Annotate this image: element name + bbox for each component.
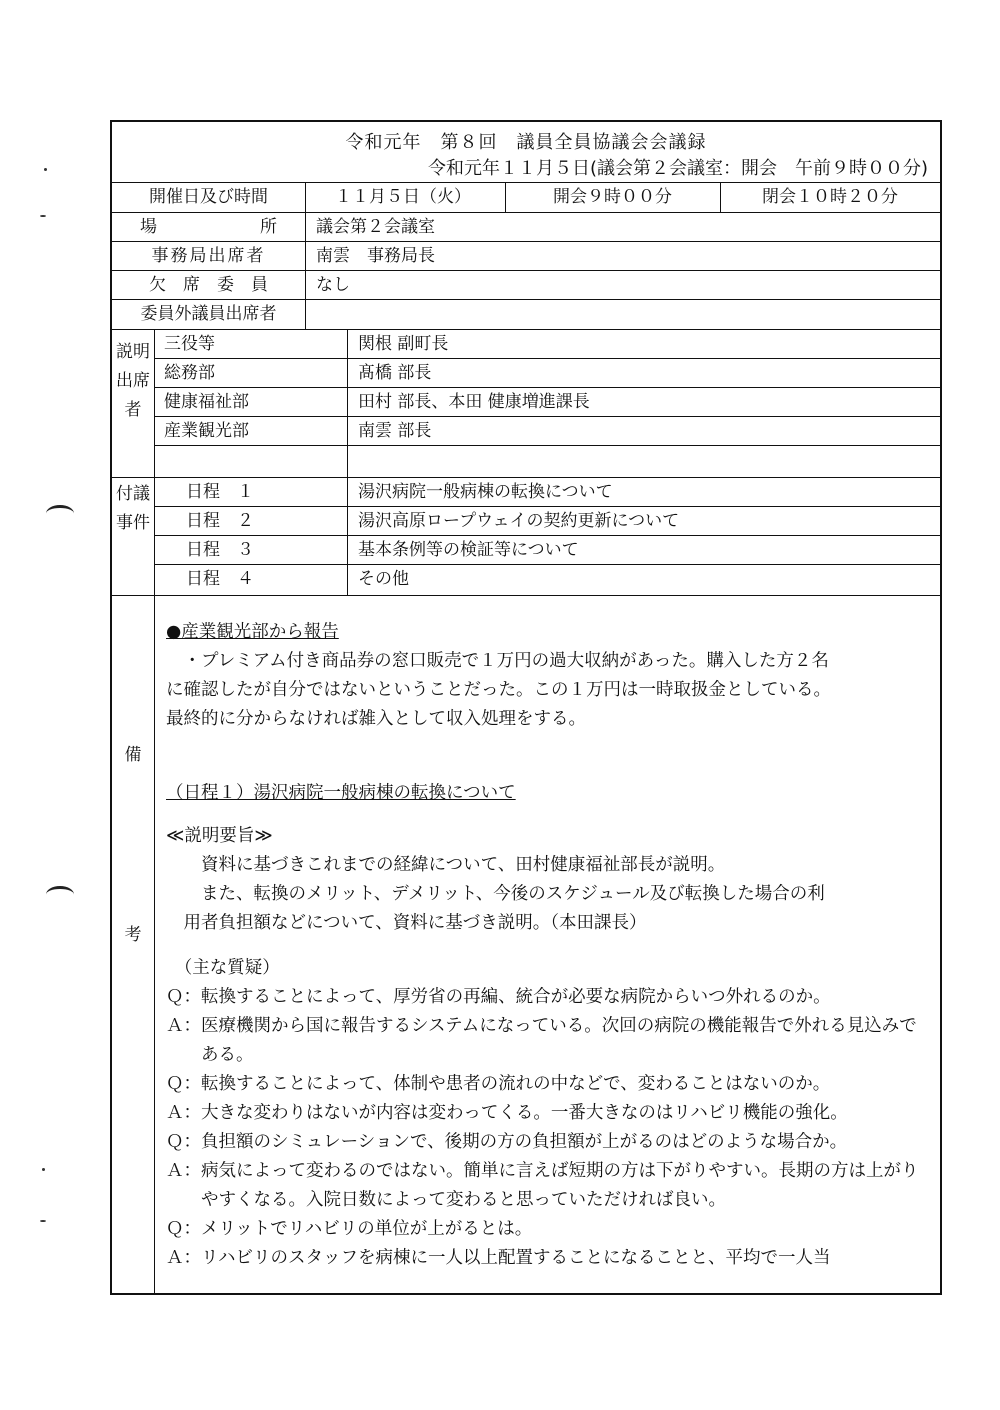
report-line: に確認したが自分ではないということだった。この１万円は一時取扱金としている。 (166, 680, 831, 700)
agenda-label: 付議事件 (116, 484, 150, 533)
place-label-b: 所 (260, 217, 277, 237)
qa-label: （主な質疑） (174, 958, 280, 978)
meeting-date: １１月５日（火） (335, 187, 471, 207)
summary-line: また、転換のメリット、デメリット、今後のスケジュール及び転換した場合の利 (201, 884, 825, 904)
agenda-no: 日程 ３ (186, 540, 254, 560)
agenda-item (154, 507, 940, 536)
qa-line: Ａ：大きな変わりはないが内容は変わってくる。一番大きなのはリハビリ機能の強化。 (166, 1103, 848, 1123)
scan-speck (44, 168, 47, 171)
qa-line: Ｑ：転換することによって、体制や患者の流れの中などで、変わることはないのか。 (166, 1074, 831, 1094)
explainers-label: 説明出席者 (116, 342, 150, 420)
summary-label: ≪説明要旨≫ (166, 826, 273, 846)
summary-line: 用者負担額などについて、資料に基づき説明。（本田課長） (183, 913, 647, 933)
report-line: 最終的に分からなければ雑入として収入処理をする。 (166, 709, 586, 729)
qa-line: Ａ：リハビリのスタッフを病棟に一人以上配置することになることと、平均で一人当 (166, 1248, 831, 1268)
secretariat-row (112, 242, 940, 271)
report-line: ・プレミアム付き商品券の窓口販売で１万円の過大収納があった。購入した方２名 (183, 651, 829, 671)
explainer-row (154, 388, 940, 417)
explainer-row (154, 330, 940, 359)
remarks-body (154, 596, 940, 1293)
scan-speck (40, 1220, 46, 1222)
explainer-names: 南雲 部長 (358, 421, 432, 441)
datetime-row (112, 183, 940, 213)
agenda-title: 湯沢病院一般病棟の転換について (358, 482, 613, 502)
qa-line: Ａ：病気によって変わるのではない。簡単に言えば短期の方は下がりやすい。長期の方は上がりやすくなる。入院日数によって変わると思っていただければ良い。 (166, 1161, 919, 1210)
agenda-no: 日程 １ (186, 482, 254, 502)
explainer-row (154, 446, 940, 478)
explainer-dept: 三役等 (164, 334, 215, 354)
close-time: 閉会１０時２０分 (762, 187, 898, 207)
open-time: 開会９時００分 (553, 187, 672, 207)
minutes-form (110, 120, 942, 1295)
scan-speck (42, 1168, 45, 1171)
document-title: 令和元年 第８回 議員全員協議会会議録 (345, 132, 707, 153)
nonmember-value (316, 300, 940, 329)
nonmember-label: 委員外議員出席者 (140, 304, 277, 324)
explainer-names: 田村 部長、本田 健康増進課長 (358, 392, 590, 412)
absent-label: 欠 席 委 員 (149, 275, 268, 295)
summary-line: 資料に基づきこれまでの経緯について、田村健康福祉部長が説明。 (201, 855, 726, 875)
explainer-dept: 健康福祉部 (164, 392, 249, 412)
remarks-block (112, 596, 940, 1293)
qa-line: Ａ：医療機関から国に報告するシステムになっている。次回の病院の機能報告で外れる見込みである。 (166, 1016, 917, 1065)
explainer-names: 関根 副町長 (358, 334, 449, 354)
agenda-no: 日程 ２ (186, 511, 254, 531)
remarks-label-top: 備 (124, 745, 142, 765)
place-label-a: 場 (140, 217, 157, 237)
absent-value: なし (316, 275, 350, 295)
agenda-title: その他 (358, 569, 409, 589)
agenda-title: 基本条例等の検証等について (358, 540, 579, 560)
document-subtitle: 令和元年１１月５日(議会第２会議室：開会 午前９時００分) (427, 158, 928, 179)
explainer-dept: 総務部 (164, 363, 215, 383)
explainer-row (154, 359, 940, 388)
qa-line: Ｑ：転換することによって、厚労省の再編、統合が必要な病院からいつ外れるのか。 (166, 987, 831, 1007)
agenda-item (154, 478, 940, 507)
datetime-label: 開催日及び時間 (149, 187, 268, 207)
report-heading: ●産業観光部から報告 (166, 622, 339, 642)
absent-row (112, 271, 940, 300)
explainer-names: 髙橋 部長 (358, 363, 432, 383)
explainers-block (112, 330, 940, 478)
agenda-title: 湯沢高原ロープウェイの契約更新について (358, 511, 680, 531)
secretariat-label: 事務局出席者 (151, 246, 266, 266)
place-row (112, 213, 940, 242)
qa-line: Ｑ：負担額のシミュレーションで、後期の方の負担額が上がるのはどのような場合か。 (166, 1132, 848, 1152)
binder-hole-mark (46, 505, 74, 522)
qa-line: Ｑ：メリットでリハビリの単位が上がるとは。 (166, 1219, 533, 1239)
remarks-label-bottom: 考 (124, 925, 142, 945)
agenda-item (154, 565, 940, 596)
explainer-dept: 産業観光部 (164, 421, 249, 441)
place-label (112, 213, 305, 241)
place-value: 議会第２会議室 (316, 217, 435, 237)
agenda-item (154, 536, 940, 565)
agenda-block (112, 478, 940, 596)
title-row (112, 122, 940, 183)
explainer-row (154, 417, 940, 446)
agenda-no: 日程 ４ (186, 569, 254, 589)
item1-heading: （日程１）湯沢病院一般病棟の転換について (166, 783, 516, 803)
binder-hole-mark (46, 886, 74, 903)
nonmember-row (112, 300, 940, 330)
secretariat-value: 南雲 事務局長 (316, 246, 435, 266)
scan-speck (40, 215, 46, 217)
